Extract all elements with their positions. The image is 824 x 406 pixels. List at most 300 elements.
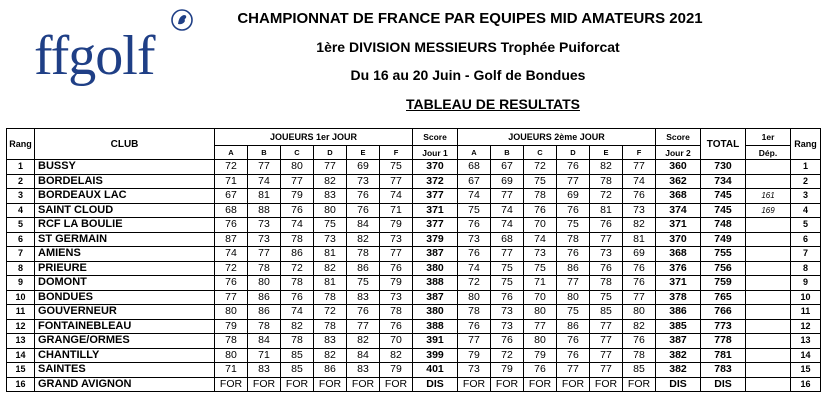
col-rang: Rang [7, 129, 35, 160]
day2-player-score: 77 [623, 290, 656, 305]
day1-player-score: FOR [248, 377, 281, 392]
col-player-f: F [380, 146, 413, 160]
rank-cell: 5 [7, 218, 35, 233]
day2-player-score: 81 [590, 203, 623, 218]
day1-player-score: 77 [215, 290, 248, 305]
day1-player-score: 78 [215, 334, 248, 349]
day1-player-score: 83 [347, 363, 380, 378]
day2-player-score: 69 [623, 247, 656, 262]
day2-player-score: 75 [524, 261, 557, 276]
day1-player-score: 86 [281, 247, 314, 262]
day1-player-score: FOR [314, 377, 347, 392]
day1-score: 370 [413, 160, 458, 175]
day1-player-score: 82 [347, 334, 380, 349]
day1-player-score: 73 [347, 174, 380, 189]
tiebreak-cell [746, 247, 791, 262]
day1-player-score: 86 [347, 261, 380, 276]
tiebreak-cell [746, 261, 791, 276]
day1-player-score: 74 [215, 247, 248, 262]
day2-score: 368 [656, 247, 701, 262]
day2-player-score: 79 [524, 348, 557, 363]
rank-cell-right: 9 [791, 276, 821, 291]
col-player-e: E [347, 146, 380, 160]
day2-player-score: 73 [491, 319, 524, 334]
day2-player-score: 74 [491, 203, 524, 218]
club-cell: ST GERMAIN [35, 232, 215, 247]
day1-score: 391 [413, 334, 458, 349]
day1-player-score: 76 [380, 261, 413, 276]
club-cell: BONDUES [35, 290, 215, 305]
rank-cell-right: 7 [791, 247, 821, 262]
day2-player-score: 85 [590, 305, 623, 320]
day2-player-score: 82 [590, 160, 623, 175]
day1-player-score: 81 [248, 189, 281, 204]
day1-player-score: 73 [314, 232, 347, 247]
total-cell: 756 [701, 261, 746, 276]
tiebreak-cell [746, 348, 791, 363]
day1-player-score: 85 [281, 348, 314, 363]
day2-player-score: 76 [623, 276, 656, 291]
day2-score: 362 [656, 174, 701, 189]
day1-player-score: 83 [248, 363, 281, 378]
day2-player-score: 78 [557, 232, 590, 247]
day2-player-score: 75 [524, 174, 557, 189]
col-score2: Score [656, 129, 701, 146]
rank-cell-right: 5 [791, 218, 821, 233]
day1-score: 380 [413, 305, 458, 320]
total-cell: 748 [701, 218, 746, 233]
day1-player-score: 86 [248, 305, 281, 320]
day2-player-score: 76 [590, 261, 623, 276]
table-row [7, 247, 821, 262]
day1-player-score: FOR [380, 377, 413, 392]
day1-player-score: 76 [347, 203, 380, 218]
day1-player-score: 77 [248, 247, 281, 262]
day1-player-score: 67 [215, 189, 248, 204]
day1-player-score: 77 [380, 247, 413, 262]
rank-cell: 12 [7, 319, 35, 334]
ffgolf-logo [34, 22, 194, 90]
day1-player-score: 73 [248, 218, 281, 233]
day1-player-score: 80 [281, 160, 314, 175]
day1-player-score: 77 [380, 174, 413, 189]
day2-player-score: 80 [458, 290, 491, 305]
day1-player-score: 78 [248, 261, 281, 276]
day2-player-score: 74 [491, 218, 524, 233]
day2-player-score: 76 [557, 348, 590, 363]
total-cell: 730 [701, 160, 746, 175]
table-row [7, 203, 821, 218]
day2-player-score: 76 [623, 334, 656, 349]
day1-score: 377 [413, 189, 458, 204]
day1-player-score: FOR [281, 377, 314, 392]
day2-score: 368 [656, 189, 701, 204]
day1-player-score: 71 [248, 348, 281, 363]
day2-score: 371 [656, 218, 701, 233]
col-total: TOTAL [701, 129, 746, 160]
rank-cell-right: 16 [791, 377, 821, 392]
rank-cell: 6 [7, 232, 35, 247]
day1-player-score: 73 [380, 290, 413, 305]
rank-cell: 15 [7, 363, 35, 378]
championship-title: CHAMPIONNAT DE FRANCE PAR EQUIPES MID AMATEURS 2021 [237, 10, 703, 27]
day2-player-score: 80 [623, 305, 656, 320]
total-cell: 745 [701, 203, 746, 218]
day2-player-score: 78 [623, 348, 656, 363]
total-cell: 745 [701, 189, 746, 204]
rank-cell-right: 13 [791, 334, 821, 349]
day1-player-score: FOR [347, 377, 380, 392]
day1-player-score: 84 [347, 218, 380, 233]
table-row [7, 377, 821, 392]
day1-score: 380 [413, 261, 458, 276]
rank-cell: 10 [7, 290, 35, 305]
day1-player-score: 79 [215, 319, 248, 334]
col-day1: JOUEURS 1er JOUR [215, 129, 413, 146]
day1-player-score: 80 [248, 276, 281, 291]
day1-score: 371 [413, 203, 458, 218]
tiebreak-cell [746, 334, 791, 349]
day1-player-score: 79 [281, 189, 314, 204]
rank-cell-right: 10 [791, 290, 821, 305]
day2-player-score: FOR [524, 377, 557, 392]
day1-player-score: 77 [314, 160, 347, 175]
day1-player-score: 73 [380, 232, 413, 247]
table-row [7, 305, 821, 320]
col-player-b: B [491, 146, 524, 160]
day2-score: 374 [656, 203, 701, 218]
day1-player-score: 86 [248, 290, 281, 305]
rank-cell-right: 12 [791, 319, 821, 334]
day1-player-score: 78 [314, 319, 347, 334]
col-player-c: C [524, 146, 557, 160]
day2-player-score: 77 [623, 160, 656, 175]
rank-cell-right: 14 [791, 348, 821, 363]
day1-player-score: 78 [281, 334, 314, 349]
day1-player-score: 72 [314, 305, 347, 320]
day2-player-score: 79 [458, 348, 491, 363]
day1-player-score: 83 [347, 290, 380, 305]
day1-score: 388 [413, 319, 458, 334]
rank-cell: 3 [7, 189, 35, 204]
day2-score: 382 [656, 348, 701, 363]
day1-score: 387 [413, 247, 458, 262]
event-dates: Du 16 au 20 Juin - Golf de Bondues [350, 67, 586, 83]
total-cell: 755 [701, 247, 746, 262]
day2-score: 378 [656, 290, 701, 305]
day1-player-score: 79 [380, 218, 413, 233]
day1-player-score: 82 [347, 232, 380, 247]
day2-player-score: 76 [557, 160, 590, 175]
day1-player-score: 78 [314, 290, 347, 305]
col-player-d: D [314, 146, 347, 160]
day1-score: 399 [413, 348, 458, 363]
day2-player-score: 76 [623, 261, 656, 276]
day1-player-score: 73 [248, 232, 281, 247]
total-cell: 749 [701, 232, 746, 247]
day1-player-score: FOR [215, 377, 248, 392]
table-row [7, 174, 821, 189]
day2-player-score: 77 [557, 363, 590, 378]
tiebreak-cell [746, 305, 791, 320]
day2-player-score: 86 [557, 319, 590, 334]
table-row [7, 232, 821, 247]
day2-player-score: 70 [524, 218, 557, 233]
day2-score: 386 [656, 305, 701, 320]
day2-player-score: 75 [557, 218, 590, 233]
day1-player-score: 80 [314, 203, 347, 218]
day1-player-score: 76 [380, 319, 413, 334]
tiebreak-cell: 161 [746, 189, 791, 204]
day1-player-score: 75 [347, 276, 380, 291]
rank-cell: 4 [7, 203, 35, 218]
table-row [7, 319, 821, 334]
day2-player-score: 72 [524, 160, 557, 175]
total-cell: 766 [701, 305, 746, 320]
rank-cell: 7 [7, 247, 35, 262]
day1-player-score: 75 [314, 218, 347, 233]
day1-score: 387 [413, 290, 458, 305]
col-player-f: F [623, 146, 656, 160]
club-cell: FONTAINEBLEAU [35, 319, 215, 334]
day1-player-score: 79 [380, 363, 413, 378]
col-player-b: B [248, 146, 281, 160]
results-body [7, 160, 821, 392]
day1-player-score: 78 [281, 276, 314, 291]
day1-player-score: 77 [281, 174, 314, 189]
day1-player-score: 82 [380, 348, 413, 363]
day2-player-score: 69 [491, 174, 524, 189]
day1-player-score: 74 [248, 174, 281, 189]
rank-cell: 1 [7, 160, 35, 175]
day1-player-score: 83 [314, 189, 347, 204]
day2-player-score: 74 [458, 189, 491, 204]
day2-player-score: FOR [458, 377, 491, 392]
day1-player-score: 70 [380, 334, 413, 349]
day2-player-score: 78 [458, 305, 491, 320]
day2-player-score: 77 [590, 232, 623, 247]
day2-player-score: 73 [491, 305, 524, 320]
day1-player-score: 79 [380, 276, 413, 291]
day2-player-score: 76 [590, 218, 623, 233]
table-row [7, 363, 821, 378]
day2-player-score: 80 [524, 305, 557, 320]
day2-player-score: 77 [557, 174, 590, 189]
day1-player-score: 82 [314, 174, 347, 189]
day1-player-score: 74 [281, 218, 314, 233]
day1-player-score: 68 [215, 203, 248, 218]
day2-player-score: 76 [623, 189, 656, 204]
day2-player-score: FOR [623, 377, 656, 392]
club-cell: RCF LA BOULIE [35, 218, 215, 233]
day1-player-score: 69 [347, 160, 380, 175]
table-row [7, 290, 821, 305]
day1-player-score: 83 [314, 334, 347, 349]
table-row [7, 334, 821, 349]
rank-cell: 11 [7, 305, 35, 320]
day2-player-score: 79 [491, 363, 524, 378]
col-player-a: A [458, 146, 491, 160]
tiebreak-cell [746, 232, 791, 247]
day2-player-score: 73 [458, 232, 491, 247]
rank-cell: 9 [7, 276, 35, 291]
total-cell: 778 [701, 334, 746, 349]
table-row [7, 160, 821, 175]
rank-cell: 2 [7, 174, 35, 189]
total-cell: 773 [701, 319, 746, 334]
table-row [7, 261, 821, 276]
day1-player-score: 74 [380, 189, 413, 204]
day1-player-score: 72 [281, 261, 314, 276]
col-player-e: E [590, 146, 623, 160]
day1-player-score: 84 [248, 334, 281, 349]
total-cell: 783 [701, 363, 746, 378]
day2-player-score: 73 [458, 363, 491, 378]
club-cell: GOUVERNEUR [35, 305, 215, 320]
club-cell: PRIEURE [35, 261, 215, 276]
tiebreak-cell [746, 319, 791, 334]
day1-player-score: 76 [281, 203, 314, 218]
day1-player-score: 78 [380, 305, 413, 320]
tiebreak-cell [746, 174, 791, 189]
day2-player-score: 78 [590, 174, 623, 189]
day2-player-score: 75 [491, 261, 524, 276]
col-jour1: Jour 1 [413, 146, 458, 160]
day1-player-score: 75 [380, 160, 413, 175]
day2-player-score: 76 [458, 247, 491, 262]
col-player-a: A [215, 146, 248, 160]
day2-player-score: 86 [557, 261, 590, 276]
results-table-title: TABLEAU DE RESULTATS [406, 96, 580, 112]
day2-player-score: 72 [491, 348, 524, 363]
rank-cell-right: 2 [791, 174, 821, 189]
rank-cell: 13 [7, 334, 35, 349]
day1-player-score: 71 [380, 203, 413, 218]
day2-player-score: 73 [590, 247, 623, 262]
day2-player-score: 77 [590, 319, 623, 334]
day1-score: 379 [413, 232, 458, 247]
day2-player-score: 74 [623, 174, 656, 189]
day1-score: DIS [413, 377, 458, 392]
day1-player-score: 82 [314, 261, 347, 276]
table-row [7, 276, 821, 291]
day2-player-score: 74 [458, 261, 491, 276]
results-table [6, 128, 821, 392]
day1-player-score: 85 [281, 363, 314, 378]
day1-player-score: 77 [248, 160, 281, 175]
day2-score: 376 [656, 261, 701, 276]
day2-player-score: 76 [524, 363, 557, 378]
day2-player-score: 76 [557, 203, 590, 218]
total-cell: 759 [701, 276, 746, 291]
day2-player-score: 69 [557, 189, 590, 204]
day1-player-score: 86 [314, 363, 347, 378]
table-row [7, 348, 821, 363]
day2-player-score: 72 [458, 276, 491, 291]
col-score1: Score [413, 129, 458, 146]
day2-player-score: 76 [524, 203, 557, 218]
day2-player-score: 74 [524, 232, 557, 247]
day2-player-score: 77 [458, 334, 491, 349]
day1-score: 388 [413, 276, 458, 291]
day2-score: 360 [656, 160, 701, 175]
tiebreak-cell [746, 290, 791, 305]
day2-player-score: 75 [491, 276, 524, 291]
col-rang-right: Rang [791, 129, 821, 160]
club-cell: GRANGE/ORMES [35, 334, 215, 349]
day2-player-score: 67 [491, 160, 524, 175]
day1-player-score: 81 [314, 276, 347, 291]
day1-player-score: 78 [248, 319, 281, 334]
rank-cell-right: 3 [791, 189, 821, 204]
day2-player-score: 75 [590, 290, 623, 305]
day2-player-score: 73 [623, 203, 656, 218]
day1-player-score: 76 [347, 189, 380, 204]
rank-cell-right: 4 [791, 203, 821, 218]
day1-player-score: 88 [248, 203, 281, 218]
day2-score: 385 [656, 319, 701, 334]
tiebreak-cell [746, 276, 791, 291]
rooster-icon [170, 8, 194, 32]
club-cell: GRAND AVIGNON [35, 377, 215, 392]
club-cell: CHANTILLY [35, 348, 215, 363]
tiebreak-cell [746, 218, 791, 233]
table-row [7, 189, 821, 204]
day1-player-score: 78 [347, 247, 380, 262]
day1-score: 401 [413, 363, 458, 378]
club-cell: BUSSY [35, 160, 215, 175]
day1-player-score: 72 [215, 160, 248, 175]
day2-player-score: 68 [491, 232, 524, 247]
day2-player-score: 78 [524, 189, 557, 204]
day1-player-score: 76 [215, 276, 248, 291]
day2-player-score: 77 [491, 247, 524, 262]
col-day2: JOUEURS 2ème JOUR [458, 129, 656, 146]
day2-player-score: 76 [491, 290, 524, 305]
club-cell: AMIENS [35, 247, 215, 262]
day2-player-score: 81 [623, 232, 656, 247]
day1-player-score: 76 [347, 305, 380, 320]
rank-cell-right: 11 [791, 305, 821, 320]
day2-player-score: 85 [623, 363, 656, 378]
day1-player-score: 87 [215, 232, 248, 247]
day2-player-score: 76 [458, 319, 491, 334]
day2-player-score: 77 [590, 334, 623, 349]
day1-player-score: 81 [314, 247, 347, 262]
day2-player-score: 82 [623, 319, 656, 334]
day2-player-score: 77 [557, 276, 590, 291]
day1-player-score: 82 [281, 319, 314, 334]
day2-player-score: 77 [491, 189, 524, 204]
day2-player-score: 67 [458, 174, 491, 189]
rank-cell: 8 [7, 261, 35, 276]
day2-player-score: 80 [557, 290, 590, 305]
day2-player-score: 76 [491, 334, 524, 349]
tiebreak-cell: 169 [746, 203, 791, 218]
total-cell: DIS [701, 377, 746, 392]
day2-score: 370 [656, 232, 701, 247]
club-cell: BORDEAUX LAC [35, 189, 215, 204]
day1-player-score: 77 [347, 319, 380, 334]
club-cell: SAINTES [35, 363, 215, 378]
day2-player-score: 72 [590, 189, 623, 204]
day2-player-score: FOR [491, 377, 524, 392]
day2-score: DIS [656, 377, 701, 392]
day1-player-score: 71 [215, 363, 248, 378]
header-row-1 [7, 129, 821, 146]
tiebreak-cell [746, 363, 791, 378]
day2-player-score: 80 [524, 334, 557, 349]
